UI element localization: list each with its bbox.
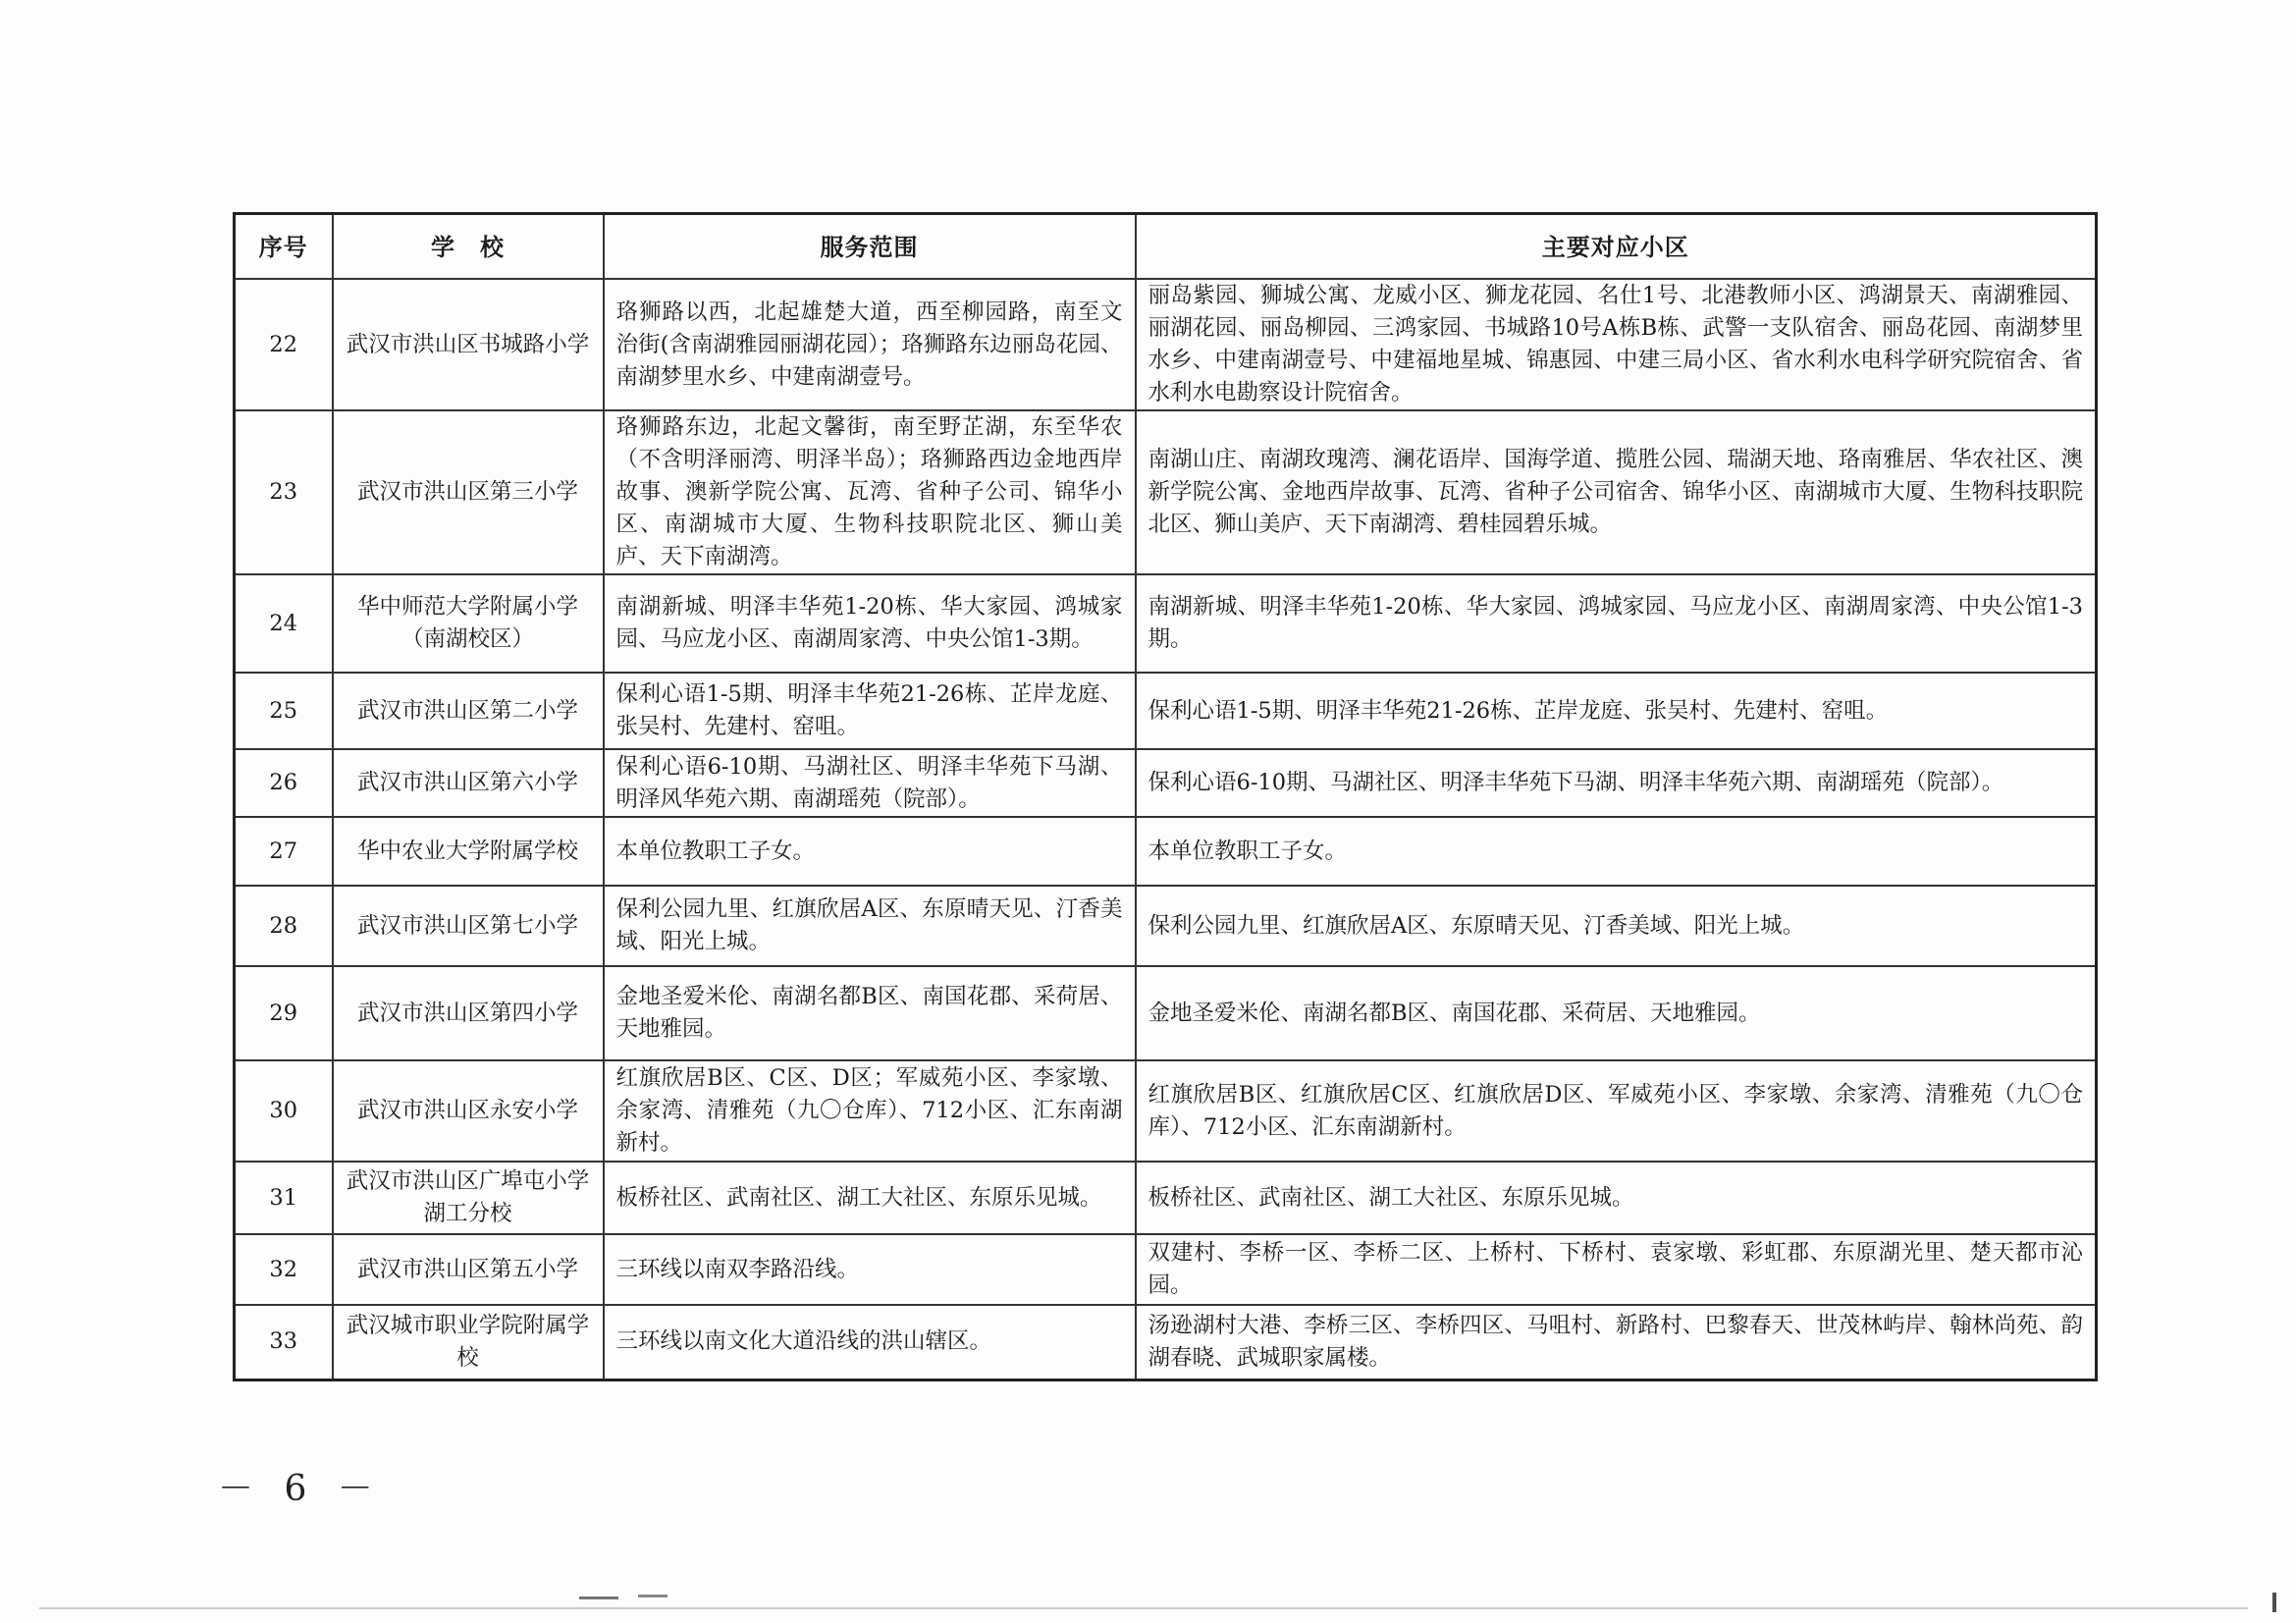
- table-row: [235, 574, 2097, 673]
- row-area: 双建村、李桥一区、李桥二区、上桥村、下桥村、袁家墩、彩虹郡、东原湖光里、楚天都市沁园。: [1136, 1234, 2097, 1305]
- row-school: 武汉市洪山区书城路小学: [333, 279, 604, 410]
- row-no: 25: [235, 673, 333, 749]
- table-row: [235, 1305, 2097, 1380]
- row-no: 33: [235, 1305, 333, 1380]
- row-no: 32: [235, 1234, 333, 1305]
- row-area: 南湖山庄、南湖玫瑰湾、澜花语岸、国海学道、揽胜公园、瑞湖天地、珞南雅居、华农社区、澳新学院公寓、金地西岸故事、瓦湾、省种子公司宿舍、锦华小区、南湖城市大厦、生物科技职院北区、狮山美庐、天下南湖湾、碧桂园碧乐城。: [1136, 410, 2097, 574]
- row-school: 武汉城市职业学院附属学校: [333, 1305, 604, 1380]
- scan-artifact: [638, 1595, 667, 1597]
- table-row: [235, 410, 2097, 574]
- row-no: 29: [235, 966, 333, 1060]
- row-scope: 保利公园九里、红旗欣居A区、东原晴天见、汀香美域、阳光上城。: [604, 886, 1136, 966]
- row-school: 武汉市洪山区第七小学: [333, 886, 604, 966]
- table-row: [235, 673, 2097, 749]
- row-scope: 保利心语1-5期、明泽丰华苑21-26栋、芷岸龙庭、张吴村、先建村、窑咀。: [604, 673, 1136, 749]
- table-row: [235, 1234, 2097, 1305]
- row-scope: 珞狮路东边，北起文馨街，南至野芷湖，东至华农（不含明泽丽湾、明泽半岛）；珞狮路西边金地西岸故事、澳新学院公寓、瓦湾、省种子公司、锦华小区、南湖城市大厦、生物科技职院北区、狮山美庐、天下南湖湾。: [604, 410, 1136, 574]
- row-scope: 本单位教职工子女。: [604, 817, 1136, 886]
- row-no: 26: [235, 749, 333, 817]
- row-scope: 珞狮路以西，北起雄楚大道，西至柳园路，南至文治街(含南湖雅园丽湖花园）；珞狮路东边丽岛花园、南湖梦里水乡、中建南湖壹号。: [604, 279, 1136, 410]
- row-scope: 红旗欣居B区、C区、D区；军威苑小区、李家墩、余家湾、清雅苑（九〇仓库）、712小区、汇东南湖新村。: [604, 1060, 1136, 1162]
- row-school: 武汉市洪山区第二小学: [333, 673, 604, 749]
- row-area: 南湖新城、明泽丰华苑1-20栋、华大家园、鸿城家园、马应龙小区、南湖周家湾、中央公馆1-3期。: [1136, 574, 2097, 673]
- table-row: [235, 886, 2097, 966]
- table-row: [235, 279, 2097, 410]
- row-area: 丽岛紫园、狮城公寓、龙威小区、狮龙花园、名仕1号、北港教师小区、鸿湖景天、南湖雅园、丽湖花园、丽岛柳园、三鸿家园、书城路10号A栋B栋、武警一支队宿舍、丽岛花园、南湖梦里水乡、中建南湖壹号、中建福地星城、锦惠园、中建三局小区、省水利水电科学研究院宿舍、省水利水电勘察设计院宿舍。: [1136, 279, 2097, 410]
- table-row: [235, 817, 2097, 886]
- row-area: 金地圣爱米伦、南湖名都B区、南国花郡、采荷居、天地雅园。: [1136, 966, 2097, 1060]
- row-area: 本单位教职工子女。: [1136, 817, 2097, 886]
- header-school: 学 校: [333, 214, 604, 280]
- row-no: 30: [235, 1060, 333, 1162]
- school-district-table: [233, 212, 2098, 1381]
- table-row: [235, 966, 2097, 1060]
- row-area: 保利心语1-5期、明泽丰华苑21-26栋、芷岸龙庭、张吴村、先建村、窑咀。: [1136, 673, 2097, 749]
- row-scope: 南湖新城、明泽丰华苑1-20栋、华大家园、鸿城家园、马应龙小区、南湖周家湾、中央公馆1-3期。: [604, 574, 1136, 673]
- row-no: 23: [235, 410, 333, 574]
- row-area: 红旗欣居B区、红旗欣居C区、红旗欣居D区、军威苑小区、李家墩、余家湾、清雅苑（九〇仓库）、712小区、汇东南湖新村。: [1136, 1060, 2097, 1162]
- row-area: 汤逊湖村大港、李桥三区、李桥四区、马咀村、新路村、巴黎春天、世茂林屿岸、翰林尚苑、韵湖春晓、武城职家属楼。: [1136, 1305, 2097, 1380]
- table-row: [235, 749, 2097, 817]
- table-row: [235, 1162, 2097, 1234]
- table-header-row: [235, 214, 2097, 280]
- row-school: 武汉市洪山区第四小学: [333, 966, 604, 1060]
- row-area: 保利公园九里、红旗欣居A区、东原晴天见、汀香美域、阳光上城。: [1136, 886, 2097, 966]
- scan-artifact: [2272, 1593, 2276, 1612]
- row-scope: 保利心语6-10期、马湖社区、明泽丰华苑下马湖、明泽风华苑六期、南湖瑶苑（院部）。: [604, 749, 1136, 817]
- row-scope: 三环线以南文化大道沿线的洪山辖区。: [604, 1305, 1136, 1380]
- row-scope: 三环线以南双李路沿线。: [604, 1234, 1136, 1305]
- row-school: 武汉市洪山区广埠屯小学湖工分校: [333, 1162, 604, 1234]
- school-district-table-container: [233, 212, 2095, 1381]
- scan-artifact: [39, 1607, 2248, 1609]
- row-no: 22: [235, 279, 333, 410]
- row-area: 板桥社区、武南社区、湖工大社区、东原乐见城。: [1136, 1162, 2097, 1234]
- row-school: 武汉市洪山区第五小学: [333, 1234, 604, 1305]
- row-no: 28: [235, 886, 333, 966]
- row-no: 27: [235, 817, 333, 886]
- header-no: 序号: [235, 214, 333, 280]
- header-scope: 服务范围: [604, 214, 1136, 280]
- row-no: 31: [235, 1162, 333, 1234]
- row-scope: 板桥社区、武南社区、湖工大社区、东原乐见城。: [604, 1162, 1136, 1234]
- row-school: 武汉市洪山区第六小学: [333, 749, 604, 817]
- row-school: 华中师范大学附属小学（南湖校区）: [333, 574, 604, 673]
- row-school: 华中农业大学附属学校: [333, 817, 604, 886]
- row-school: 武汉市洪山区永安小学: [333, 1060, 604, 1162]
- table-row: [235, 1060, 2097, 1162]
- row-scope: 金地圣爱米伦、南湖名都B区、南国花郡、采荷居、天地雅园。: [604, 966, 1136, 1060]
- header-area: 主要对应小区: [1136, 214, 2097, 280]
- scan-artifact: [579, 1596, 618, 1599]
- page-number: － 6 －: [218, 1469, 383, 1509]
- row-area: 保利心语6-10期、马湖社区、明泽丰华苑下马湖、明泽丰华苑六期、南湖瑶苑（院部）。: [1136, 749, 2097, 817]
- row-no: 24: [235, 574, 333, 673]
- row-school: 武汉市洪山区第三小学: [333, 410, 604, 574]
